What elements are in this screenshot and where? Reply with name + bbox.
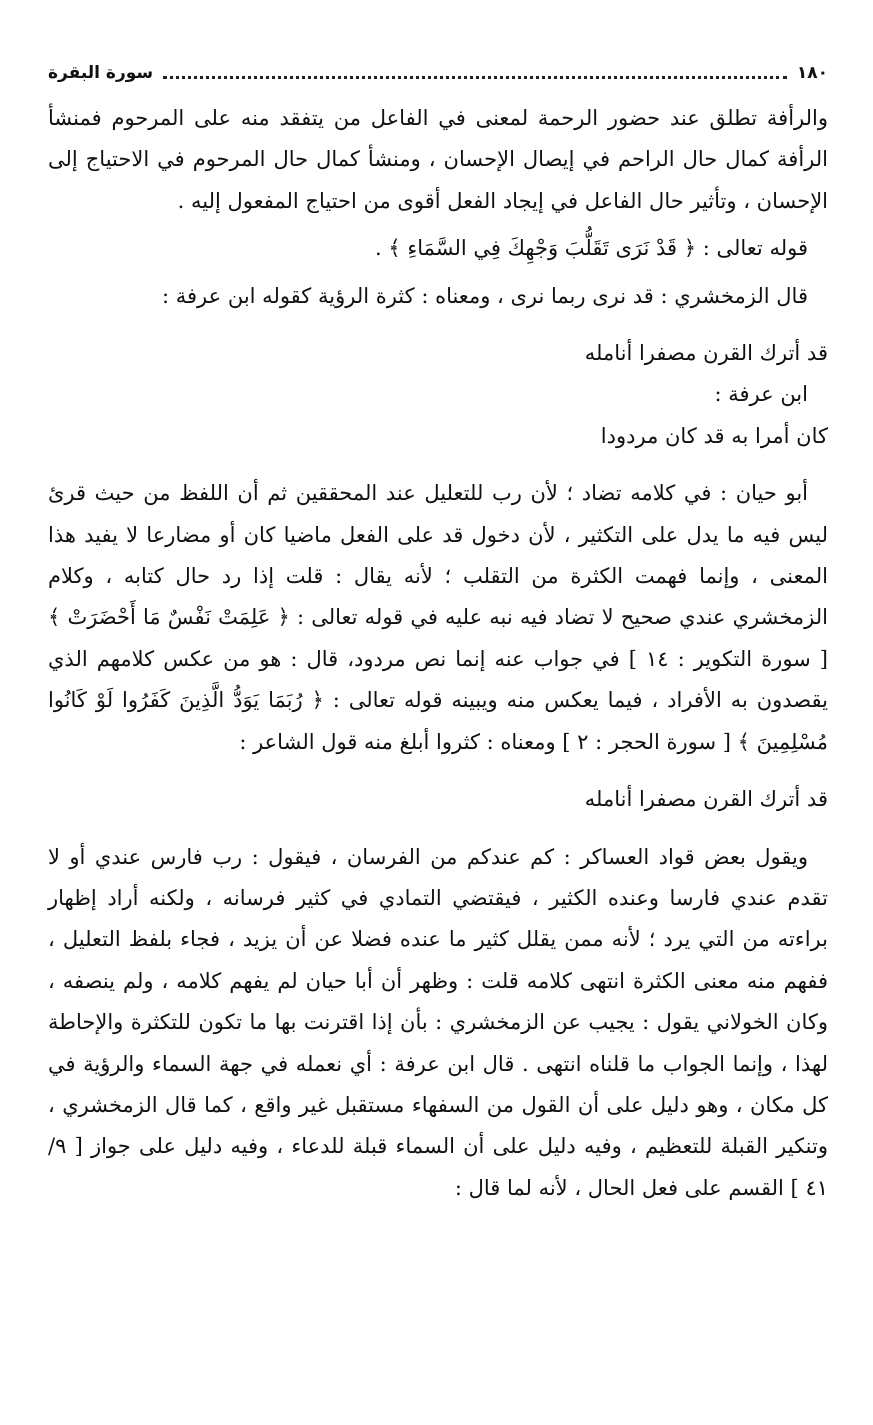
verse-line: قد أترك القرن مصفرا أنامله [584,787,828,812]
paragraph: قال الزمخشري : قد نرى ربما نرى ، ومعناه : كثرة الرؤية كقوله ابن عرفة : [162,283,808,308]
running-header [48,58,828,88]
paragraph: قوله تعالى : ﴿ قَدْ نَرَى تَقَلُّبَ وَجْهِكَ فِي السَّمَاءِ ﴾ . [374,236,808,261]
verse-line: قد أترك القرن مصفرا أنامله [584,341,828,366]
paragraph: والرأفة تطلق عند حضور الرحمة لمعنى في الفاعل من يتفقد منه على المرحوم فمنشأ الرأفة كمال حال الراحم في إيصال الإحسان ، ومنشأ كمال حال المرحوم في الاحتياج إلى الإحسان ، وتأثير حال الفاعل في إيجاد الفعل أقوى من احتياج المفعول إليه . [48,106,828,213]
surah-title: سورة البقرة [48,63,154,83]
header-dotted-rule [163,76,787,79]
paragraph: ويقول بعض قواد العساكر : كم عندكم من الفرسان ، فيقول : رب فارس عندي أو لا تقدم عندي فارسا وعنده الكثير ، فيقتضي التمادي في كثير فرسانه ، ولكنه أراد إظهار براءته من التي يرد ؛ لأنه ممن يقلل كثير ما عنده فضلا عن أن يزيد ، فجاء بلفظ التعليل ، ففهم منه معنى الكثرة انتهى كلامه قلت : وظهر أن أبا حيان لم يفهم كلامه ، ولم ينصفه ، وكان الخولاني يقول : يجيب عن الزمخشري : بأن إذا اقترنت بها ما تكون للتكثرة والإحاطة لهذا ، وإنما الجواب ما قلناه انتهى . قال ابن عرفة : أي نعمله في جهة السماء والرؤية في كل مكان ، وهو دليل على أن القول من السفهاء مستقبل غير واقع ، كما قال الزمخشري ، وتنكير القبلة للتعظيم ، وفيه دليل على أن السماء قبلة للدعاء ، وفيه دليل على جواز [ ٩/ ٤١ ] القسم على فعل الحال ، لأنه لما قال : [48,844,828,1200]
page-number: ١٨٠ [796,63,828,83]
book-page [0,58,873,1425]
page-body [48,98,828,1209]
speaker-label: ابن عرفة : [714,382,808,407]
verse-line: كان أمرا به قد كان مردودا [600,423,828,448]
paragraph: أبو حيان : في كلامه تضاد ؛ لأن رب للتعليل عند المحققين ثم أن اللفظ من حيث قرئ ليس فيه ما يدل على التكثير ، لأن دخول قد على الفعل ماضيا كان أو مضارعا لا يفيد هذا المعنى ، وإنما فهمت الكثرة من التقلب ؛ لأنه يقال : قلت إذا رد حال كتابه ، وكلام الزمخشري عندي صحيح لا تضاد فيه نبه عليه في قوله تعالى : ﴿ عَلِمَتْ نَفْسٌ مَا أَحْضَرَتْ ﴾ [ سورة التكوير : ١٤ ] في جواب عنه إنما نص مردود، قال : هو من عكس كلامهم الذي يقصدون به الأفراد ، فيما يعكس منه ويبينه قوله تعالى : ﴿ رُبَمَا يَوَدُّ الَّذِينَ كَفَرُوا لَوْ كَانُوا مُسْلِمِينَ ﴾ [ سورة الحجر : ٢ ] ومعناه : كثروا أبلغ منه قول الشاعر : [48,481,828,754]
